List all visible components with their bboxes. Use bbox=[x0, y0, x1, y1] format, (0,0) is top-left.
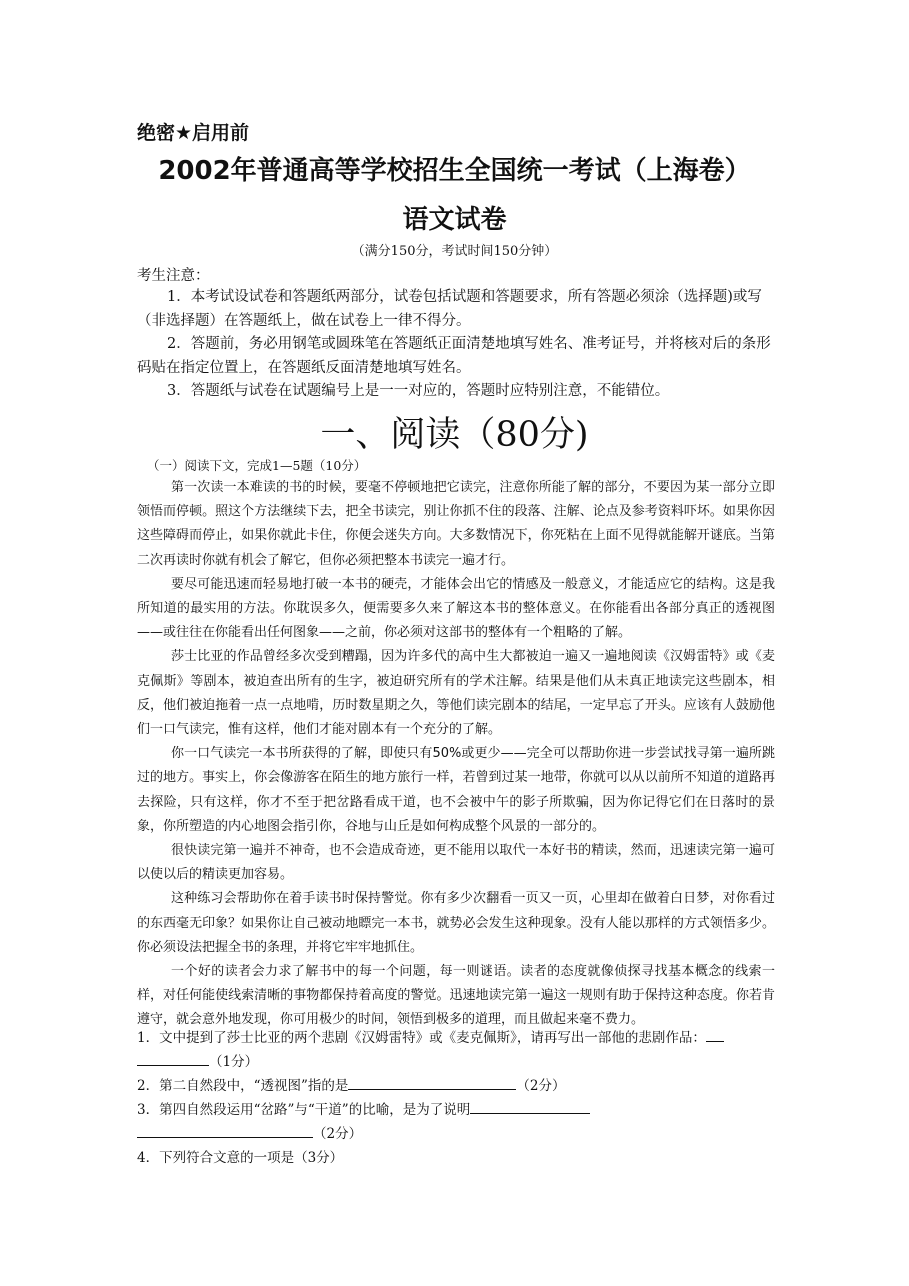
notice-item: 1．本考试设试卷和答题纸两部分，试卷包括试题和答题要求，所有答题必须涂（选择题)或写（非选择题）在答题纸上，做在试卷上一律不得分。 bbox=[137, 289, 762, 329]
passage-paragraph: 你一口气读完一本书所获得的了解，即使只有50%或更少——完全可以帮助你进一步尝试找寻第一遍所跳过的地方。事实上，你会像游客在陌生的地方旅行一样，若曾到过某一地带，你就可以从以前所不知道的道路再去探险，只有这样，你才不至于把岔路看成干道，也不会被中午的影子所欺骗，因为你记得它们在日落时的景象，你所塑造的内心地图会指引你，谷地与山丘是如何构成整个风景的一部分的。 bbox=[137, 746, 775, 834]
passage-paragraph: 很快读完第一遍并不神奇，也不会造成奇迹，更不能用以取代一本好书的精读，然而，迅速读完第一遍可以使以后的精读更加容易。 bbox=[137, 843, 775, 883]
passage-paragraph: 第一次读一本难读的书的时候，要毫不停顿地把它读完，注意你所能了解的部分，不要因为某一部分立即领悟而停顿。照这个方法继续下去，把全书读完，别让你抓不住的段落、注解、论点及参考资料吓坏。如果你因这些障碍而停止，如果你就此卡住，你便会迷失方向。大多数情况下，你死粘在上面不见得就能解开谜底。当第二次再读时你就有机会了解它，但你必须把整本书读完一遍才行。 bbox=[137, 480, 775, 568]
passage-paragraph: 这种练习会帮助你在着手读书时保持警觉。你有多少次翻看一页又一页，心里却在做着白日梦，对你看过的东西毫无印象？如果你让自己被动地瞟完一本书，就势必会发生这种现象。没有人能以那样的方式领悟多少。你必须设法把握全书的条理，并将它牢牢地抓住。 bbox=[137, 891, 775, 955]
reading-passage bbox=[137, 476, 775, 1033]
confidential-mark: 绝密★启用前 bbox=[137, 122, 250, 144]
question-text: 2．第二自然段中，“透视图”指的是 bbox=[137, 1078, 349, 1094]
question-3 bbox=[137, 1098, 777, 1146]
question-text: 3．第四自然段运用“岔路”与“干道”的比喻，是为了说明 bbox=[137, 1102, 471, 1118]
question-2 bbox=[137, 1074, 777, 1098]
answer-blank[interactable] bbox=[137, 1051, 209, 1066]
exam-title: 2002年普通高等学校招生全国统一考试（上海卷） bbox=[158, 156, 751, 186]
question-score: （1分） bbox=[209, 1054, 259, 1071]
passage-paragraph: 莎士比亚的作品曾经多次受到糟蹋，因为许多代的高中生大都被迫一遍又一遍地阅读《汉姆雷特》或《麦克佩斯》等剧本，被迫查出所有的生字，被迫研究所有的学术注解。结果是他们从未真正地读完这些剧本，相反，他们被迫拖着一点一点地啃，历时数星期之久，等他们读完剧本的结尾，一定早忘了开头。应该有人鼓励他们一口气读完，惟有这样，他们才能对剧本有一个充分的了解。 bbox=[137, 649, 775, 738]
passage-paragraph: 一个好的读者会力求了解书中的每一个问题，每一则谜语。读者的态度就像侦探寻找基本概念的线索一样，对任何能使线索清晰的事物都保持着高度的警觉。迅速地读完第一遍这一规则有助于保持这种态度。你若肯遵守，就会意外地发现，你可用极少的时间，领悟到极多的道理，而且做起来毫不费力。 bbox=[137, 964, 775, 1028]
question-score: （2分） bbox=[516, 1078, 566, 1094]
answer-blank[interactable] bbox=[137, 1123, 313, 1138]
paper-subtitle: 语文试卷 bbox=[402, 205, 507, 235]
notice-item: 3．答题纸与试卷在试题编号上是一一对应的，答题时应特别注意，不能错位。 bbox=[167, 383, 670, 399]
notice-heading: 考生注意： bbox=[137, 268, 210, 284]
question-score: （2分） bbox=[313, 1126, 363, 1143]
question-4: 4．下列符合文意的一项是（3分） bbox=[137, 1150, 344, 1166]
question-text: 1．文中提到了莎士比亚的两个悲剧《汉姆雷特》或《麦克佩斯》，请再写出一部他的悲剧作品： bbox=[137, 1030, 706, 1046]
notice-list bbox=[137, 286, 773, 404]
section-title: 一、阅读（80分) bbox=[320, 415, 589, 455]
full-marks-note: （满分150分，考试时间150分钟） bbox=[351, 244, 558, 259]
answer-blank[interactable] bbox=[706, 1027, 724, 1042]
section-instruction: （一）阅读下文，完成1—5题（10分） bbox=[147, 458, 367, 473]
answer-blank[interactable] bbox=[348, 1075, 516, 1090]
answer-blank[interactable] bbox=[470, 1099, 590, 1114]
passage-paragraph: 要尽可能迅速而轻易地打破一本书的硬壳，才能体会出它的情感及一般意义，才能适应它的结构。这是我所知道的最实用的方法。你耽误多久，便需要多久来了解这本书的整体意义。在你能看出各部分真正的透视图——或往往在你能看出任何图象——之前，你必须对这部书的整体有一个粗略的了解。 bbox=[137, 576, 775, 641]
question-1 bbox=[137, 1026, 777, 1074]
notice-item: 2．答题前，务必用钢笔或圆珠笔在答题纸正面清楚地填写姓名、准考证号，并将核对后的条形码贴在指定位置上，在答题纸反面清楚地填写姓名。 bbox=[137, 336, 771, 376]
